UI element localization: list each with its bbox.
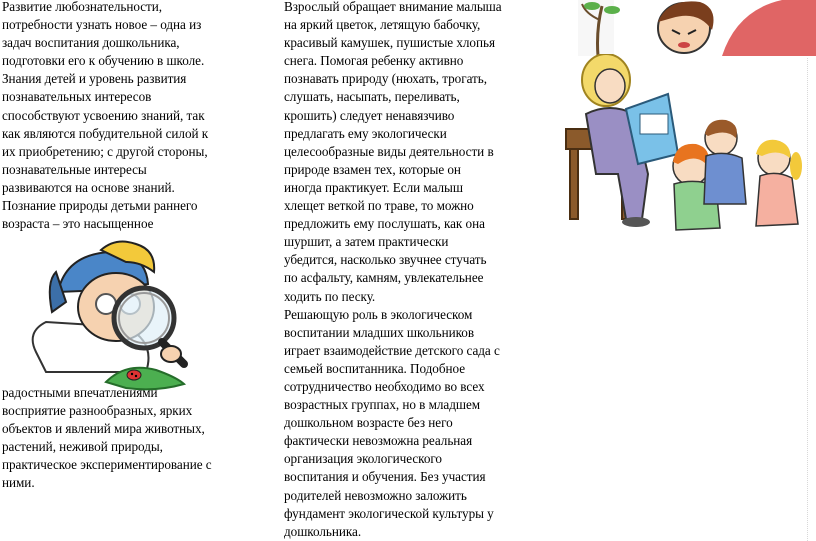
column1-top-text: Развитие любознательности, потребности узнать новое – одна из задач воспитания дошкольника, подготовки его к обучению в школе. Знания детей и уровень развития познавательных интересов способствуют усвоению знаний, так как являются побудительной силой к их приобретению; с другой стороны, познавательные интересы развиваются на основе знаний. Познание природы детьми раннего возраста – это насыщенное bbox=[2, 0, 209, 232]
angry-girl-illustration bbox=[572, 0, 816, 56]
page-edge-divider bbox=[807, 58, 809, 541]
column2-text: Взрослый обращает внимание малыша на яркий цветок, летящую бабочку, красивый камушек, пушистые хлопья снега. Помогая ребенку активно познавать природу (нюхать, трогать, слушать, насыпать, переливать, крошить) следует ненавязчиво предлагать ему экологически целесообразные виды деятельности в природе взамен тех, которые он иногда практикует. Если малыш хлещет веткой по траве, то можно предложить ему послушать, как она шуршит, а затем практически убедится, насколько звучнее стучать по асфальту, камням, увлекательнее ходить по песку. Решающую роль в экологическом воспитании младших школьников играет взаимодействие детского сада с семьей воспитанника. Подобное сотрудничество необходимо во всех возрастных группах, но в младшем дошкольном возрасте без него фактически невозможна реальная организация экологического воспитания и обучения. Без участия родителей невозможно заложить фундамент экологической культуры у дошкольника. bbox=[284, 0, 502, 539]
teacher-reading-illustration bbox=[556, 54, 808, 238]
boy-magnifier-illustration bbox=[6, 232, 196, 392]
column1-bottom-text: радостными впечатлениями восприятие разнообразных, ярких объектов и явлений мира животных, растений, неживой природы, практическое экспериментирование с ними. bbox=[2, 385, 212, 491]
